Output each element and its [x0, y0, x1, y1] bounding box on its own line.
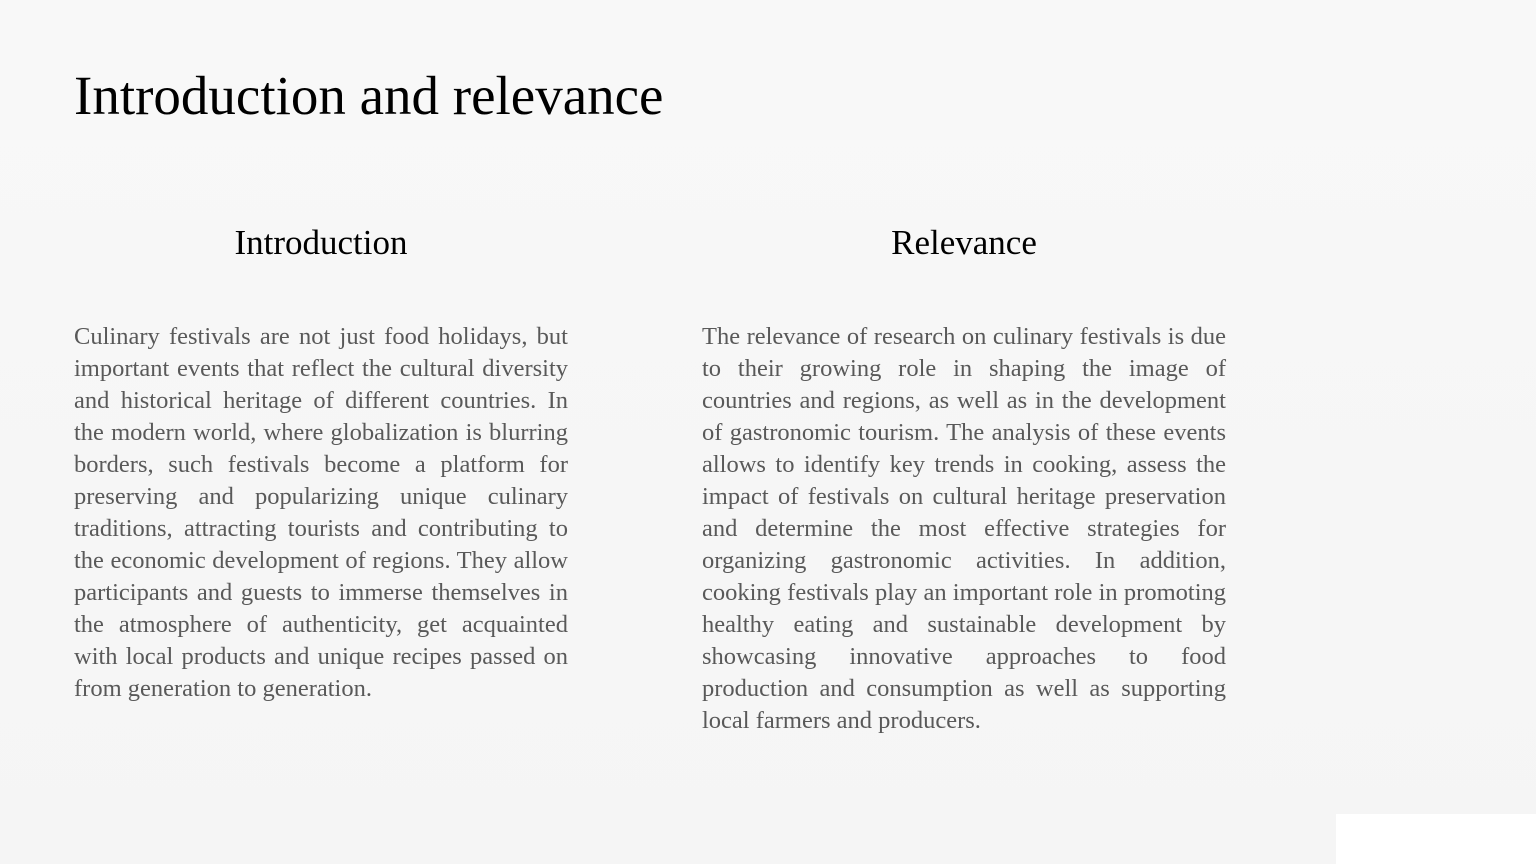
relevance-column — [702, 220, 1226, 737]
corner-blank-area — [1336, 814, 1536, 864]
introduction-column — [74, 220, 568, 705]
introduction-heading: Introduction — [234, 223, 408, 262]
relevance-heading: Relevance — [891, 223, 1037, 262]
introduction-text: Culinary festivals are not just food holidays, but important events that reflect the cultural diversity and historical heritage of different countries. In the modern world, where globalization is blurring borders, such festivals become a platform for preserving and popularizing unique culinary traditions, attracting tourists and contributing to the economic development of regions. They allow participants and guests to immerse themselves in the atmosphere of authenticity, get acquainted with local products and unique recipes passed on from generation to generation. — [74, 323, 568, 702]
slide-title: Introduction and relevance — [74, 65, 664, 126]
relevance-text: The relevance of research on culinary festivals is due to their growing role in shaping the image of countries and regions, as well as in the development of gastronomic tourism. The analysis of these events allows to identify key trends in cooking, assess the impact of festivals on cultural heritage preservation and determine the most effective strategies for organizing gastronomic activities. In addition, cooking festivals play an important role in promoting healthy eating and sustainable development by showcasing innovative approaches to food production and consumption as well as supporting local farmers and producers. — [702, 323, 1226, 734]
